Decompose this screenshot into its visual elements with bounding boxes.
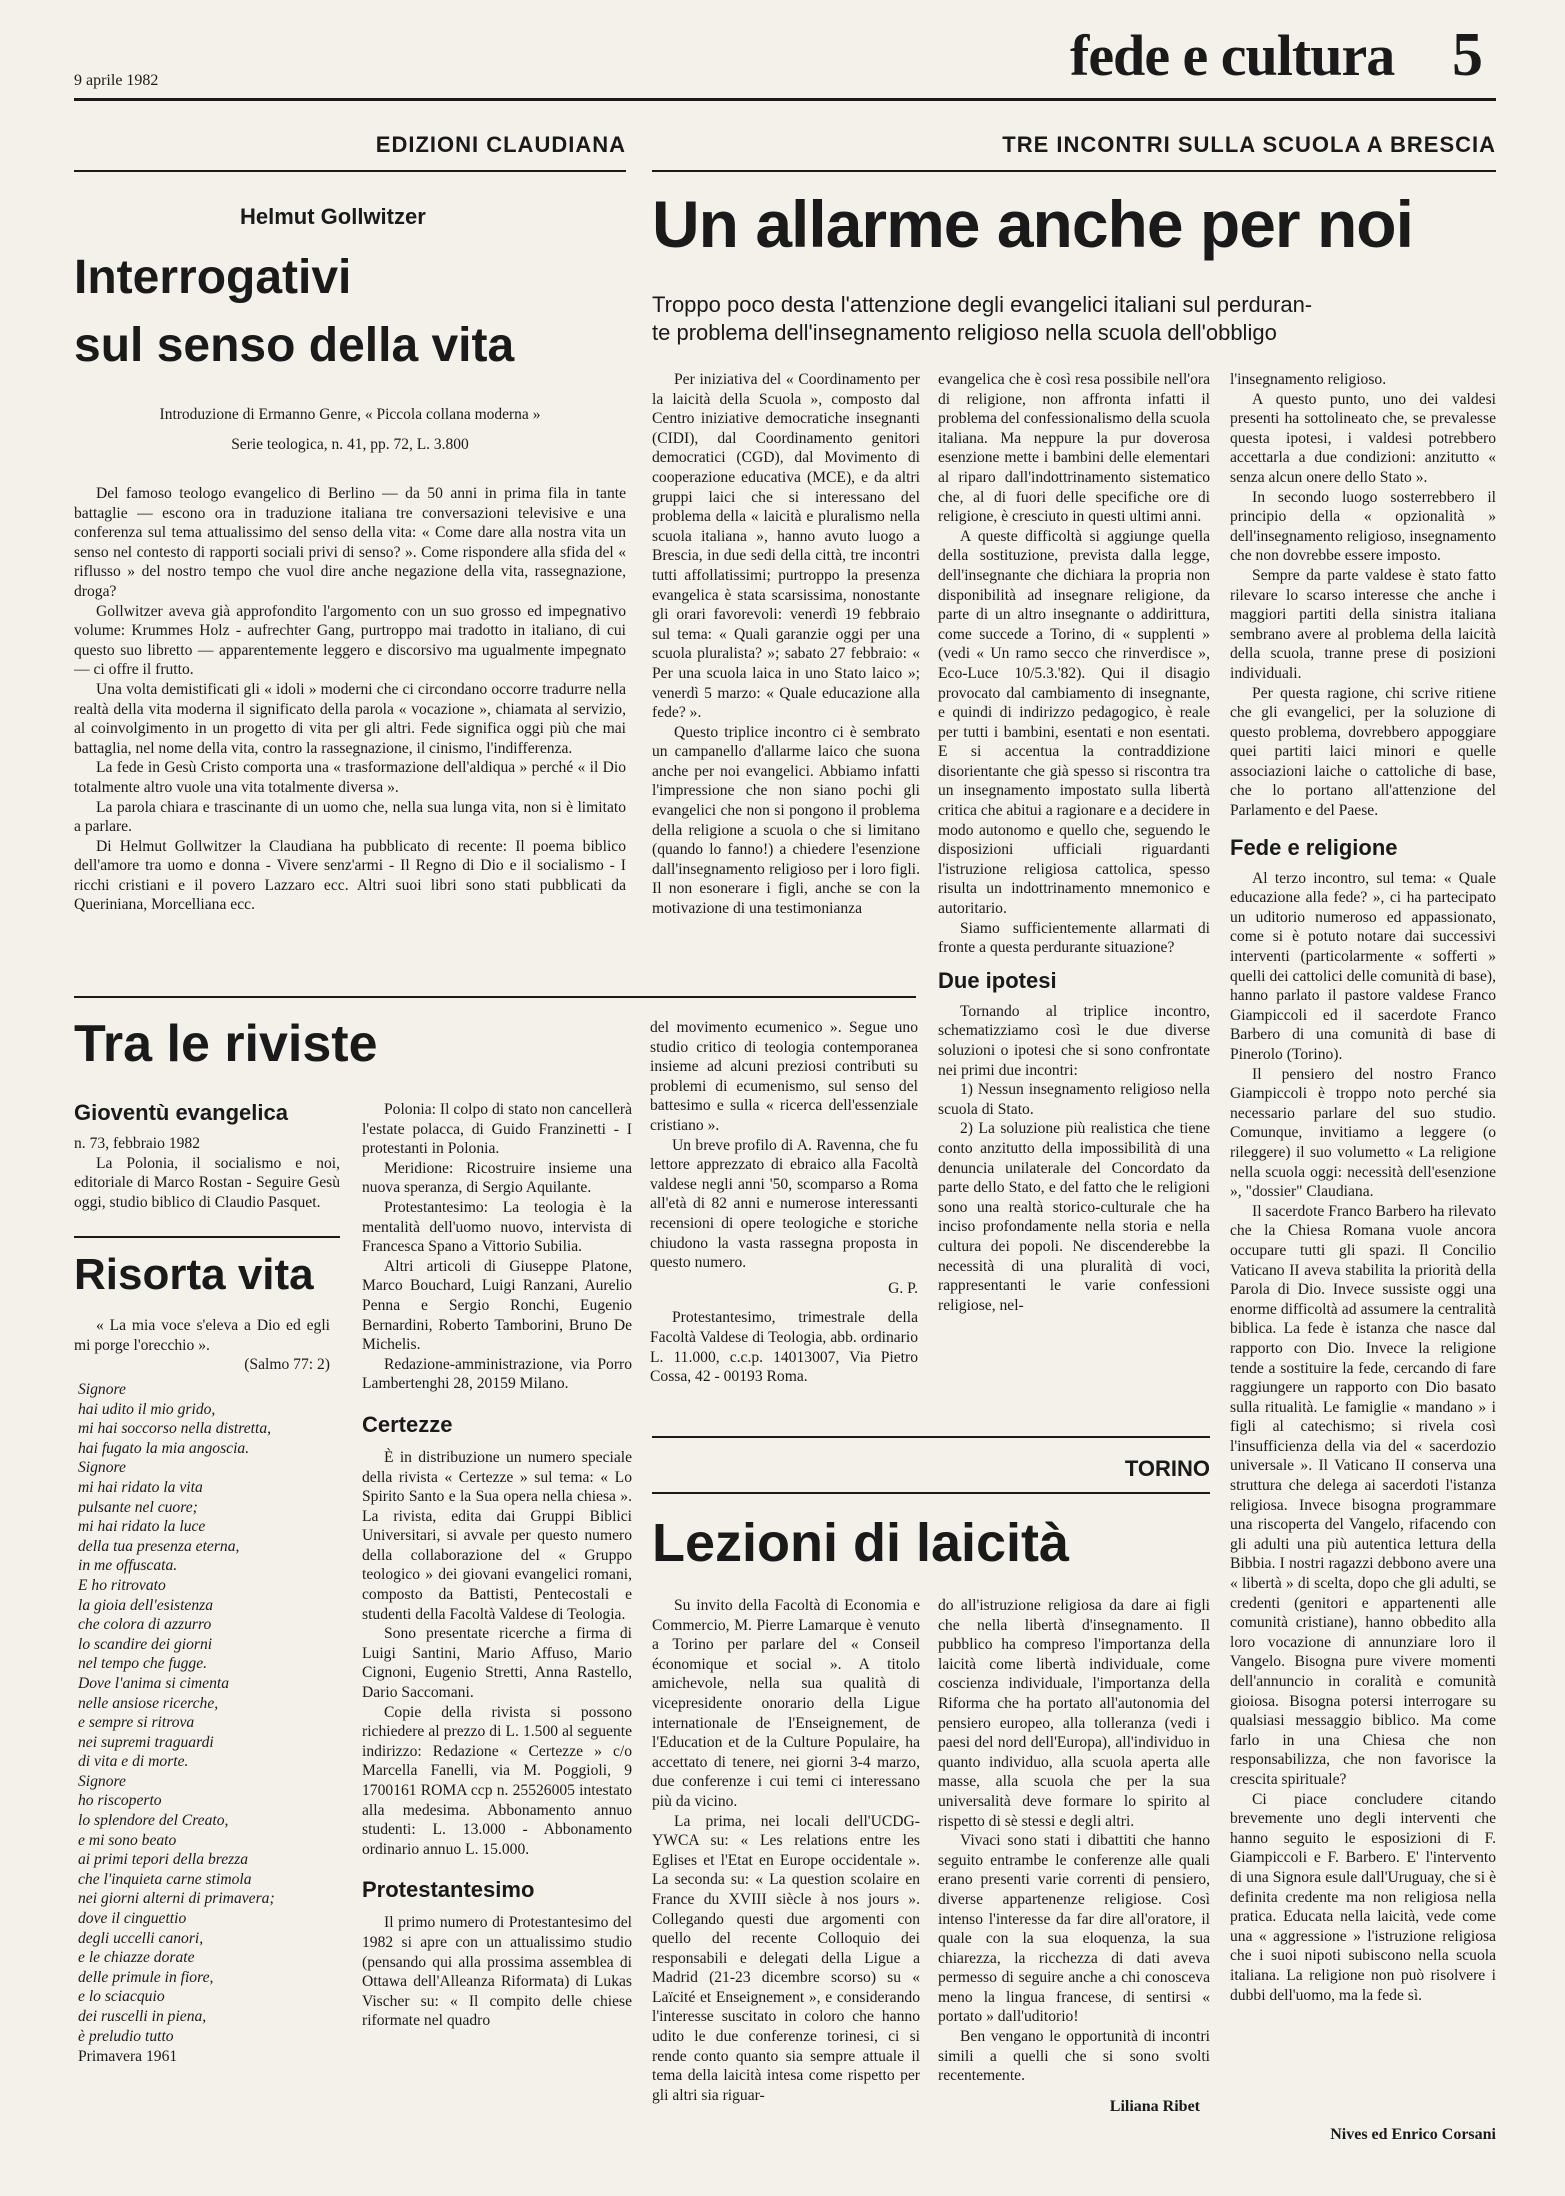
poem-line: Signore bbox=[78, 1772, 126, 1790]
riviste-column-3 bbox=[650, 1018, 918, 1438]
poem-line: Signore bbox=[78, 1381, 126, 1398]
paragraph: Copie della rivista si possono richiedere al prezzo di L. 1.500 al seguente indirizzo: Redazione « Certezze » c/o Marcella Fanelli, via M. Poggioli, 9 1700161 ROMA ccp n. 25526005 intestato alla medesima. Abbonamento annuo studenti: L. 13.000 - Abbonamento ordinario annuo L. 15.000. bbox=[362, 1703, 632, 1858]
paragraph: Il pensiero del nostro Franco Giampiccoli è troppo noto perché sia necessario parlare del suo studio. Comunque, invitiamo a leggere (o rileggere) il suo volumetto « La religione nella scuola oggi: necessità dell'esenzione », "dossier" Claudiana. bbox=[1230, 1065, 1496, 1201]
poem-line: nelle ansiose ricerche, bbox=[78, 1694, 219, 1712]
poem-line: nei supremi traguardi bbox=[78, 1733, 214, 1751]
subhead-protestantesimo: Protestantesimo bbox=[362, 1877, 535, 1903]
poem-line: in me offuscata. bbox=[78, 1557, 178, 1575]
paragraph: A queste difficoltà si aggiunge quella della sostituzione, prevista dalla legge, dell'insegnante che dichiara la propria non disponibilità ad insegnare religione, da parte di un altro insegnante o addirittura, come succede a Torino, di « supplenti » (vedi « Un ramo secco che rinverdisce », Eco-Luce 10/5.3.'82). Qui il disagio provocato dal cambiamento di insegnante, e quindi di indirizzo pedagogico, è reale per tutti i bambini, esentati e non esentati. E si accentua la contraddizione disorientante che già spesso si riscontra tra un insegnamento impostato sulla libertà critica che abitui a ragionare e a decidere in modo autonomo e quello che, seguendo le disposizioni ufficiali riguardanti l'istruzione religiosa cattolica, spesso risulta un indottrinamento mnemonico e autoritario. bbox=[938, 527, 1210, 918]
poem-line: Dove l'anima si cimenta bbox=[78, 1674, 230, 1692]
paragraph: Per questa ragione, chi scrive ritiene che gli evangelici, per la soluzione di questo problema, dovrebbero appoggiare quei partiti laici minori e quelle associazioni laiche o cattoliche di base, che lo portano all'attenzione del Parlamento e del Paese. bbox=[1230, 684, 1496, 820]
allarme-column-3 bbox=[1230, 370, 1496, 2122]
section-title: Tra le riviste bbox=[74, 1015, 378, 1073]
poem-line: mi hai ridato la vita bbox=[78, 1478, 203, 1496]
poem-line: la gioia dell'esistenza bbox=[78, 1596, 214, 1614]
paragraph: Vivaci sono stati i dibattiti che hanno seguito entrambe le conferenze alle quali erano presenti varie correnti di pensiero, diverse appartenenze religiose. Così intenso l'interesse da far dire all'oratore, il quale con la sua eloquenza, la sua chiarezza, la ricchezza di dati aveva permesso di seguire anche a chi conosceva meno la lingua francese, di sentirsi « portato » dall'uditorio! bbox=[938, 1832, 1210, 2026]
paragraph: Il sacerdote Franco Barbero ha rilevato che la Chiesa Romana vuole ancora occupare tutti gli spazi. Il Concilio Vaticano II aveva stabilita la priorità della Parola di Dio. Invece sussiste oggi una enorme difficoltà ad assumere la centralità biblica. La fede è istanza che nasce dal rapporto con Dio. Invece la religione tende a sostituire la fede, cercando di fare raggiungere un rapporto con Dio basato sulla ritualità. Le famiglie « mandano » i figli al catechismo; si rivela così l'insufficienza della via del « sacerdozio universale ». Il Vaticano II conserva una struttura che delega ai sacerdoti l'istanza religiosa. Invece bisogna programmare una riscoperta del Vangelo, rifacendo con gli adulti una più autentica lettura della Bibbia. I nostri ragazzi debbono avere una « libertà » di scelta, dopo che gli adulti, se credenti (genitori e appartenenti alle comunità cristiane), hanno obbedito alla loro vocazione di annunziare loro il Vangelo. Bisogna pure vivere momenti dell'annuncio in coralità e comunità gioiosa. Bisogna potersi interrogare su qualsiasi messaggio biblico. Ma come farlo in una Chiesa che non responsabilizza, che non favorisce la crescita spirituale? bbox=[1230, 1202, 1496, 1788]
poem-line: che colora di azzurro bbox=[78, 1616, 212, 1634]
paragraph: Il primo numero di Protestantesimo del 1982 si apre con un attualissimo studio (pensando qui alla prossima assemblea di Ottawa dell'Alleanza Riformata) di Lukas Vischer su: « Il compito delle chiese riformate nel quadro bbox=[362, 1914, 632, 2030]
initials-signature: G. P. bbox=[888, 1279, 918, 1297]
poem-line: dove il cinguettio bbox=[78, 1910, 187, 1928]
paragraph: In secondo luogo sosterrebbero il principio della « opzionalità » dell'insegnamento religioso, insegnamento che non dovrebbe essere imposto. bbox=[1230, 488, 1496, 565]
article-signature: Liliana Ribet bbox=[1109, 2098, 1200, 2115]
poem-line: è preludio tutto bbox=[78, 2027, 174, 2045]
paragraph: evangelica che è così resa possibile nell'ora di religione, non affronta infatti il problema del confessionalismo della scuola italiana. Ma neppure la pur doverosa esenzione mette i bambini delle elementari al riparo dall'indottrinamento sistematico che, al di fuori delle specifiche ore di religione, è cresciuto in questi ultimi anni. bbox=[938, 371, 1210, 526]
gollwitzer-body bbox=[74, 484, 626, 980]
laicita-column-2 bbox=[938, 1596, 1210, 2096]
paragraph: del movimento ecumenico ». Segue uno studio critico di teologia contemporanea insieme ad alcuni preziosi contributi su problemi di ecumenismo, sul senso del battesimo e sulla « ricerca dell'essenziale cristiano ». bbox=[650, 1019, 918, 1134]
paragraph: Una volta demistificati gli « idoli » moderni che ci circondano occorre tradurre nella realtà della vita moderna il significato della parola « vocazione », chiamata al servizio, al coinvolgimento in un progetto di vita per gli altri. Fede significa oggi più che mai battaglia, nel nome della vita, contro la rassegnazione, il cinismo, l'indifferenza. bbox=[74, 680, 626, 757]
subhead-fede-e-religione: Fede e religione bbox=[1230, 834, 1398, 860]
kicker-left-rule bbox=[74, 170, 626, 172]
poem-date: Primavera 1961 bbox=[78, 2048, 178, 2065]
riviste-column-2 bbox=[362, 1100, 632, 2110]
paragraph: Sempre da parte valdese è stato fatto rilevare lo scarso interesse che anche i maggiori partiti della sinistra italiana sembrano avere al problema della laicità della scuola, tranne prese di posizioni individuali. bbox=[1230, 566, 1496, 682]
article-author: Helmut Gollwitzer bbox=[240, 204, 426, 229]
biblio-line1: Introduzione di Ermanno Genre, « Piccola collana moderna » bbox=[159, 406, 541, 423]
page-number: 5 bbox=[1452, 21, 1483, 89]
poem-line: ho riscoperto bbox=[78, 1792, 162, 1810]
poem-line: nel tempo che fugge. bbox=[78, 1655, 208, 1673]
gioventu-block bbox=[74, 1100, 340, 1230]
paragraph: Tornando al triplice incontro, schematizziamo così le due diverse soluzioni o ipotesi che si sono confrontate nei primi due incontri: bbox=[938, 1002, 1210, 1079]
paragraph: Protestantesimo: La teologia è la mentalità dell'uomo nuovo, intervista di Francesca Spano a Vittorio Subilia. bbox=[362, 1198, 632, 1256]
poem-epigraph bbox=[74, 1316, 330, 1376]
poem-line: lo splendore del Creato, bbox=[78, 1812, 229, 1830]
article-title-line1: Interrogativi bbox=[74, 251, 352, 304]
issue-date: 9 aprile 1982 bbox=[74, 72, 159, 89]
paragraph: Siamo sufficientemente allarmati di fronte a questa perdurante situazione? bbox=[938, 919, 1210, 957]
section-divider bbox=[74, 996, 916, 998]
poem-line: mi hai ridato la luce bbox=[78, 1518, 206, 1536]
issue-number: n. 73, febbraio 1982 bbox=[74, 1135, 201, 1152]
poem-line: e sempre si ritrova bbox=[78, 1714, 195, 1732]
paragraph: La parola chiara e trascinante di un uomo che, nella sua lunga vita, non si è limitato a parlare. bbox=[74, 798, 626, 836]
epigraph-reference: (Salmo 77: 2) bbox=[244, 1356, 330, 1374]
poem-line: hai fugato la mia angoscia. bbox=[78, 1439, 250, 1457]
poem-title: Risorta vita bbox=[74, 1250, 314, 1299]
article-signature: Nives ed Enrico Corsani bbox=[1330, 2126, 1496, 2143]
poem-line: dei ruscelli in piena, bbox=[78, 2008, 207, 2025]
block-rule bbox=[74, 1236, 340, 1238]
subhead-gioventu-evangelica: Gioventù evangelica bbox=[74, 1100, 288, 1125]
biblio-line2: Serie teologica, n. 41, pp. 72, L. 3.800 bbox=[231, 436, 469, 453]
section-title: fede e cultura bbox=[1070, 23, 1395, 88]
paragraph: La prima, nei locali dell'UCDG-YWCA su: « Les relations entre les Eglises et l'Etat en Europe occidentale ». La seconda su: « La question scolaire en France du XVIII siècle à nos jours ». Collegando questi due argomenti con quello del recente Colloquio dei responsabili e delegati della Ligue a Madrid (21-23 dicembre scorso) su « Laïcité et Enseignement », e considerando l'interesse suscitato in coloro che hanno udito le due conferenze torinesi, ci si rende conto quanto sia sempre attuale il tema della laicità intesa come rispetto per gli altri sia riguar- bbox=[652, 1812, 920, 2104]
kicker-tre-incontri: TRE INCONTRI SULLA SCUOLA A BRESCIA bbox=[1002, 132, 1496, 157]
kicker-right-rule bbox=[652, 170, 1496, 172]
poem-line: hai udito il mio grido, bbox=[78, 1400, 216, 1418]
article-title-line2: sul senso della vita bbox=[74, 319, 515, 372]
paragraph: Altri articoli di Giuseppe Platone, Marco Bouchard, Luigi Ranzani, Aurelio Penna e Sergio Ronchi, Eugenio Bernardini, Roberto Tamborini, Bruno De Michelis. bbox=[362, 1257, 632, 1354]
allarme-column-1 bbox=[652, 370, 920, 976]
article-title: Un allarme anche per noi bbox=[652, 187, 1413, 261]
subhead-due-ipotesi: Due ipotesi bbox=[938, 967, 1057, 993]
paragraph: Del famoso teologo evangelico di Berlino — da 50 anni in prima fila in tante battaglie — escono ora in traduzione italiana tre conversazioni televisive e una conferenza sul tema attualissimo del senso della vita: « Come dare alla nostra vita un senso nel contesto di rapporti sociali privi di senso? ». Come rispondere alla sfida del « riflusso » del nostro tempo che vuol dire anche negazione della vita, rassegnazione, droga? bbox=[74, 485, 626, 600]
paragraph: È in distribuzione un numero speciale della rivista « Certezze » sul tema: « Lo Spirito Santo e la Sua opera nella chiesa ». La rivista, edita dai Gruppi Biblici Universitari, si avvale per questo numero della collaborazione del « Gruppo teologico » dei giovani evangelici romani, composto da Battisti, Pentecostali e studenti della Facoltà Valdese di Teologia. bbox=[362, 1448, 632, 1623]
paragraph: Ben vengano le opportunità di incontri simili a quelli che si sono svolti recentemente. bbox=[938, 2028, 1210, 2085]
paragraph: 1) Nessun insegnamento religioso nella scuola di Stato. bbox=[938, 1081, 1210, 1118]
epigraph-text: « La mia voce s'eleva a Dio ed egli mi porge l'orecchio ». bbox=[74, 1317, 330, 1354]
poem-line: che l'inquieta carne stimola bbox=[78, 1870, 252, 1888]
poem-line: e mi sono beato bbox=[78, 1831, 177, 1849]
poem-line: nei giorni alterni di primavera; bbox=[78, 1890, 275, 1908]
paragraph: do all'istruzione religiosa da dare ai figli che nella libertà d'insegnamento. Il pubblico ha compreso l'importanza della laicità come libertà individuale, come coscienza individuale, l'importanza della Riforma che ha portato all'autonomia del pensiero europeo, alla tolleranza (vedi i paesi del nord dell'Europa), all'individuo in quanto individuo, alla scuola aperta alle masse, alla scuola che per la sua universalità deve formare lo spirito al rispetto di sè stessi e degli altri. bbox=[938, 1597, 1210, 1830]
paragraph: Sono presentate ricerche a firma di Luigi Santini, Mario Affuso, Mario Cignoni, Eugenio Stretti, Anna Rastello, Dario Saccomani. bbox=[362, 1625, 632, 1702]
allarme-column-2 bbox=[938, 370, 1210, 1432]
paragraph: Polonia: Il colpo di stato non cancellerà l'estate polacca, di Guido Franzinetti - I protestanti in Polonia. bbox=[362, 1101, 632, 1158]
paragraph: 2) La soluzione più realistica che tiene conto anzitutto della impossibilità di una denuncia unilaterale del Concordato da parte dello Stato, e del fatto che le religioni sono una realtà storico-culturale che ha inciso profondamente nella storia e nella cultura dei popoli. Ne discenderebbe la necessità di una pluralità di voci, rappresentanti le varie confessioni religiose, nel- bbox=[938, 1120, 1210, 1314]
paragraph: Un breve profilo di A. Ravenna, che fu lettore apprezzato di ebraico alla Facoltà valdese negli anni '50, scomparso a Roma all'età di 82 anni e numerose interessanti recensioni di opere teologiche e storiche chiudono la vasta rassegna proposta in questo numero. bbox=[650, 1136, 918, 1272]
poem-line: di vita e di morte. bbox=[78, 1753, 189, 1771]
subhead-certezze: Certezze bbox=[362, 1411, 453, 1437]
paragraph: Questo triplice incontro ci è sembrato un campanello d'allarme laico che suona anche per noi evangelici. Abbiamo infatti l'impressione che non siano pochi gli evangelici che non si pongono il problema della religione a scuola o che si limitano (quando lo fanno!) a chiedere l'esenzione dall'insegnamento religioso per i loro figli. Il non esonerare i figli, anche se con la motivazione di una testimonianza bbox=[652, 723, 920, 918]
poem-line: Signore bbox=[78, 1459, 126, 1477]
article-title: Lezioni di laicità bbox=[652, 1513, 1070, 1573]
kicker-torino: TORINO bbox=[1124, 1456, 1210, 1481]
article-subtitle-line1: Troppo poco desta l'attenzione degli evangelici italiani sul perduran- bbox=[652, 292, 1313, 317]
poem-line: lo scandire dei giorni bbox=[78, 1635, 213, 1653]
poem-line: E ho ritrovato bbox=[78, 1576, 166, 1594]
paragraph: Di Helmut Gollwitzer la Claudiana ha pubblicato di recente: Il poema biblico dell'amore tra uomo e donna - Vivere senz'armi - Il Regno di Dio e il socialismo - I ricchi cristiani e il povero Lazzaro ecc. Altri suoi libri sono stati pubblicati da Queriniana, Morcelliana ecc. bbox=[74, 837, 626, 914]
poem-line: della tua presenza eterna, bbox=[78, 1537, 240, 1555]
laicita-top-rule bbox=[652, 1436, 1210, 1438]
poem-line: pulsante nel cuore; bbox=[78, 1498, 198, 1516]
poem-line: ai primi tepori della brezza bbox=[78, 1851, 249, 1869]
paragraph: La fede in Gesù Cristo comporta una « trasformazione dell'aldiqua » perché « il Dio totalmente altro vuole una vita totalmente diversa ». bbox=[74, 759, 626, 796]
paragraph: Redazione-amministrazione, via Porro Lambertenghi 28, 20159 Milano. bbox=[362, 1355, 632, 1393]
paragraph: l'insegnamento religioso. bbox=[1230, 371, 1387, 388]
kicker-rule bbox=[652, 1492, 1210, 1494]
paragraph: Al terzo incontro, sul tema: « Quale educazione alla fede? », ci ha partecipato un uditorio numeroso ed appassionato, come si è potuto notare dai successivi interventi (particolarmente « sofferti » quelli dei cattolici delle comunità di base), hanno parlato il pastore valdese Franco Giampiccoli ed il sacerdote Franco Barbero di una comunità di base di Pinerolo (Torino). bbox=[1230, 869, 1496, 1063]
poem-lines bbox=[78, 1380, 348, 2048]
paragraph: La Polonia, il socialismo e noi, editoriale di Marco Rostan - Seguire Gesù oggi, studio biblico di Claudio Pasquet. bbox=[74, 1154, 340, 1211]
kicker-edizioni-claudiana: EDIZIONI CLAUDIANA bbox=[375, 132, 626, 157]
poem-line: degli uccelli canori, bbox=[78, 1929, 204, 1947]
article-subtitle-line2: te problema dell'insegnamento religioso nella scuola dell'obbligo bbox=[652, 320, 1277, 345]
poem-line: e lo sciacquio bbox=[78, 1988, 165, 2006]
paragraph: Meridione: Ricostruire insieme una nuova speranza, di Sergio Aquilante. bbox=[362, 1159, 632, 1197]
paragraph: Per iniziativa del « Coordinamento per la laicità della Scuola », composto dal Centro iniziative democratiche insegnanti (CIDI), dal Coordinamento genitori democratici (CGD), dal Movimento di cooperazione educativa (MCE), e da altri gruppi laici che si interessano del problema della « laicità e pluralismo nella scuola italiana », hanno avuto luogo a Brescia, in due sedi della città, tre incontri tutti affollatissimi; purtroppo la presenza evangelica è stata scarsissima, nonostante gli orari favorevoli: venerdì 19 febbraio sul tema: « Quali garanzie oggi per una scuola pluralista? »; sabato 27 febbraio: « Per una scuola laica in uno Stato laico »; venerdì 5 marzo: « Quale educazione alla fede? ». bbox=[652, 371, 920, 722]
paragraph: A questo punto, uno dei valdesi presenti ha sottolineato che, se prevalesse questa ipotesi, i valdesi potrebbero accettarla a due condizioni: anzitutto « senza alcun onere dello Stato ». bbox=[1230, 390, 1496, 486]
laicita-column-1 bbox=[652, 1596, 920, 2116]
masthead-rule bbox=[74, 98, 1496, 101]
paragraph: Protestantesimo, trimestrale della Facoltà Valdese di Teologia, abb. ordinario L. 11.000, c.c.p. 14013007, Via Pietro Cossa, 42 - 00193 Roma. bbox=[650, 1309, 918, 1386]
paragraph: Ci piace concludere citando brevemente uno degli interventi che hanno seguito le esposizioni di F. Giampiccoli e F. Barbero. E' l'intervento di una Signora esule dall'Uruguay, che si è definita credente ma non religiosa nella pratica. Educata nella laicità, vede come una « aggressione » l'istruzione religiosa che i suoi nipoti subiscono nella scuola italiana. La religione non può risolvere i dubbi dell'uomo, ma la fede sì. bbox=[1230, 1790, 1496, 2004]
poem-line: e le chiazze dorate bbox=[78, 1949, 195, 1967]
poem-line: delle primule in fiore, bbox=[78, 1968, 214, 1986]
paragraph: Su invito della Facoltà di Economia e Commercio, M. Pierre Lamarque è venuto a Torino per parlare del « Conseil économique et social ». A titolo amichevole, nella sua qualità di vicepresidente onorario della Ligue internationale de l'Enseignement, de l'Education et de la Culture Populaire, ha accettato di tenere, nei giorni 3-4 marzo, due conferenze i cui temi ci interessano più da vicino. bbox=[652, 1597, 920, 1810]
paragraph: Gollwitzer aveva già approfondito l'argomento con un suo grosso ed impegnativo volume: Krummes Holz - aufrechter Gang, purtroppo mai tradotto in italiano, di cui questo suo libretto — apparentemente leggero e discorsivo ma ugualmente impegnato — ci offre il frutto. bbox=[74, 602, 626, 679]
poem-line: mi hai soccorso nella distretta, bbox=[78, 1420, 272, 1438]
